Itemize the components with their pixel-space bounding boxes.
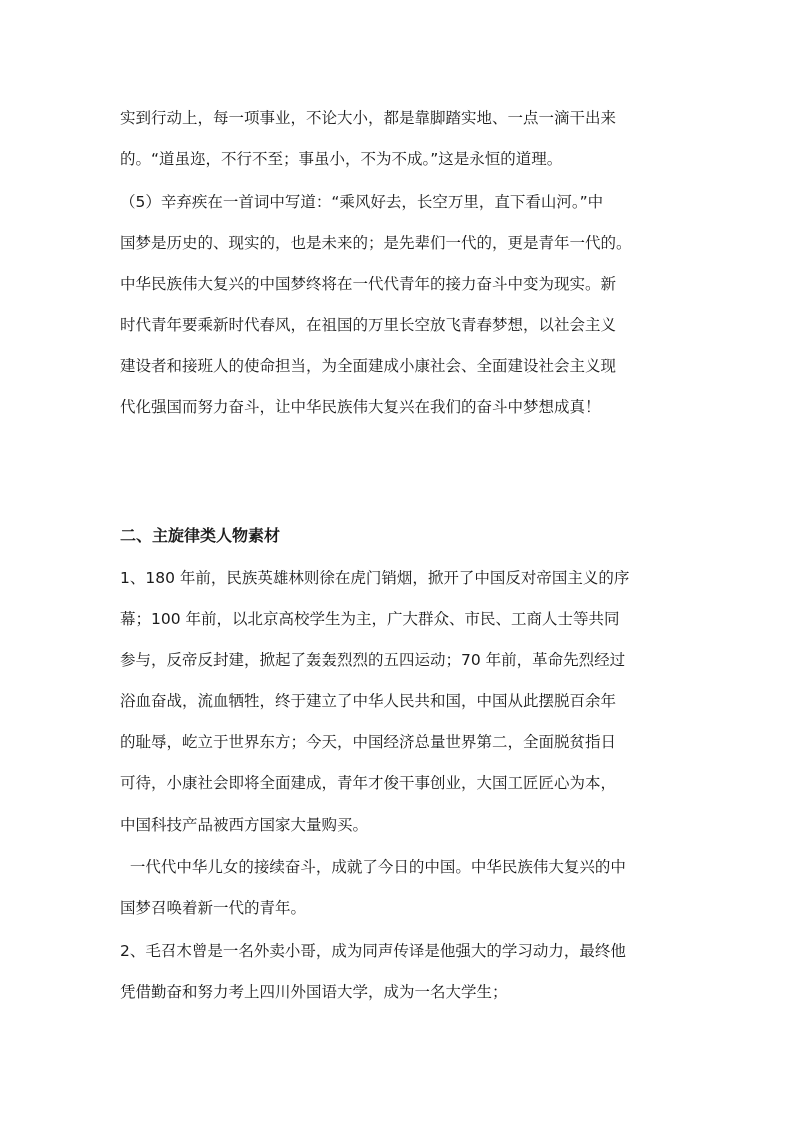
item1-cont-line-1: 一代代中华儿女的接续奋斗，成就了今日的中国。中华民族伟大复兴的中	[120, 858, 626, 876]
item1-line-6: 可待，小康社会即将全面建成，青年才俊干事创业，大国工匠匠心为本，	[120, 774, 617, 792]
item1-line-3: 参与，反帝反封建，掀起了轰轰烈烈的五四运动；70 年前，革命先烈经过	[120, 651, 626, 669]
item1-line-7: 中国科技产品被西方国家大量购买。	[120, 816, 369, 834]
item2-line-2: 凭借勤奋和努力考上四川外国语大学，成为一名大学生；	[120, 983, 508, 1001]
para2-line-1: （5）辛弃疾在一首词中写道：“乘风好去，长空万里，直下看山河。”中	[120, 193, 604, 211]
para2-line-4: 时代青年要乘新时代春风，在祖国的万里长空放飞青春梦想，以社会主义	[120, 316, 617, 334]
item1-line-1: 1、180 年前，民族英雄林则徐在虎门销烟，掀开了中国反对帝国主义的序	[120, 569, 630, 587]
section-heading: 二、主旋律类人物素材	[120, 526, 281, 545]
item1-line-2: 幕；100 年前，以北京高校学生为主，广大群众、市民、工商人士等共同	[120, 610, 620, 628]
para2-line-5: 建设者和接班人的使命担当，为全面建成小康社会、全面建设社会主义现	[120, 357, 617, 375]
para2-line-2: 国梦是历史的、现实的，也是未来的；是先辈们一代的，更是青年一代的。	[120, 234, 632, 252]
item1-line-4: 浴血奋战，流血牺牲，终于建立了中华人民共和国，中国从此摆脱百余年	[120, 692, 617, 710]
item1-line-5: 的耻辱，屹立于世界东方；今天，中国经济总量世界第二，全面脱贫指日	[120, 733, 617, 751]
item2-line-1: 2、毛召木曾是一名外卖小哥，成为同声传译是他强大的学习动力，最终他	[120, 942, 626, 960]
para2-line-6: 代化强国而努力奋斗，让中华民族伟大复兴在我们的奋斗中梦想成真！	[120, 398, 601, 416]
para2-line-3: 中华民族伟大复兴的中国梦终将在一代代青年的接力奋斗中变为现实。新	[120, 275, 617, 293]
para1-line-1: 实到行动上，每一项事业，不论大小，都是靠脚踏实地、一点一滴干出来	[120, 109, 617, 127]
para1-line-2: 的。“道虽迩，不行不至；事虽小，不为不成。”这是永恒的道理。	[120, 150, 563, 168]
item1-cont-line-2: 国梦召唤着新一代的青年。	[120, 899, 307, 917]
